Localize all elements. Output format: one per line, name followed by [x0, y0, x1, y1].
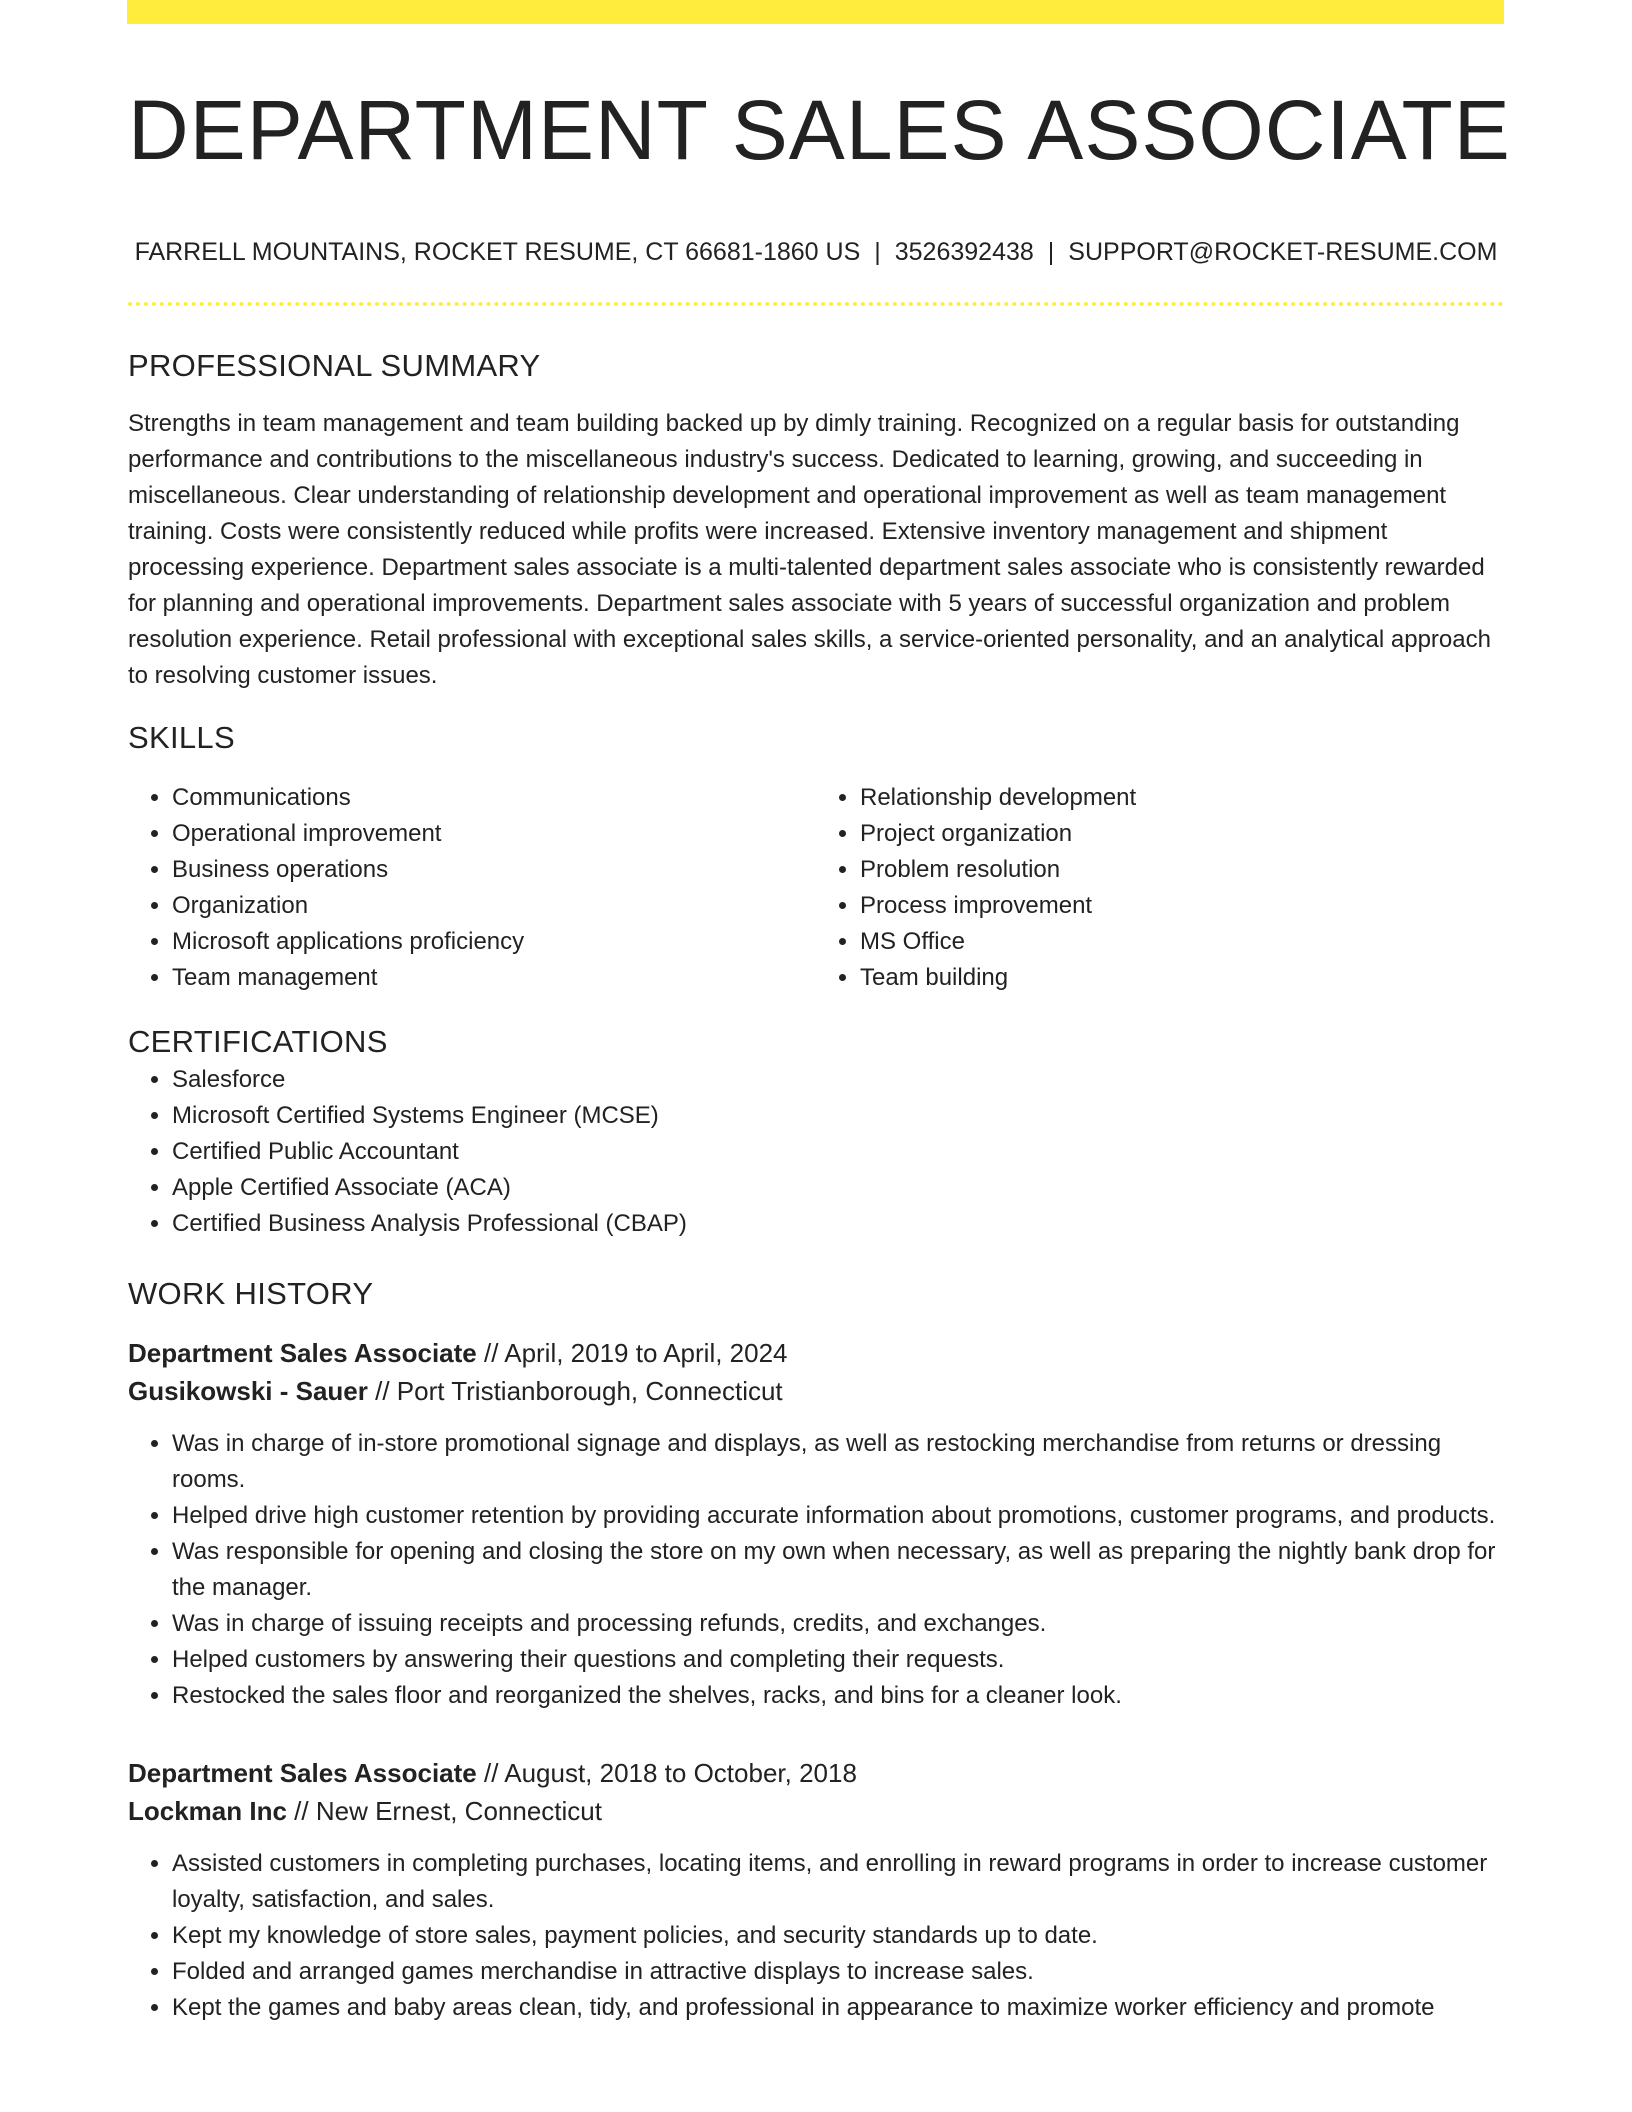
- job-role-line: [128, 1754, 1504, 1792]
- skills-list-left: [128, 780, 816, 996]
- job-entry: [128, 1334, 1504, 1714]
- certification-item: • Salesforce: [172, 1062, 1504, 1098]
- job-duty: • Was in charge of in-store promotional signage and displays, as well as restocking merchandise from returns or dressing rooms.: [172, 1426, 1504, 1498]
- certifications-list: [128, 1062, 1504, 1242]
- skills-list-right: [816, 780, 1504, 996]
- dotted-divider: [128, 302, 1504, 306]
- job-duty: • Assisted customers in completing purchases, locating items, and enrolling in reward programs in order to increase customer loyalty, satisfaction, and sales.: [172, 1846, 1504, 1918]
- job-location: // Port Tristianborough, Connecticut: [375, 1376, 783, 1406]
- resume-page: [128, 0, 1511, 2026]
- job-duty: • Helped drive high customer retention by providing accurate information about promotions, customer programs, and products.: [172, 1498, 1504, 1534]
- job-dates: // August, 2018 to October, 2018: [483, 1758, 857, 1788]
- skills-heading: SKILLS: [128, 720, 235, 755]
- job-company: Gusikowski - Sauer: [128, 1376, 368, 1406]
- contact-address: FARRELL MOUNTAINS, ROCKET RESUME, CT 66681-1860 US: [134, 238, 861, 266]
- summary-text: Strengths in team management and team building backed up by dimly training. Recognized on a regular basis for outstanding performance and contributions to the miscellaneous industry's success. Dedicated to learning, growing, and succeeding in miscellaneous. Clear understanding of relationship development and operational improvement as well as team management training. Costs were consistently reduced while profits were increased. Extensive inventory management and shipment processing experience. Department sales associate is a multi-talented department sales associate who is consistently rewarded for planning and operational improvements. Department sales associate with 5 years of successful organization and problem resolution experience. Retail professional with exceptional sales skills, a service-oriented personality, and an analytical approach to resolving customer issues.: [128, 410, 1491, 689]
- work-history-heading: WORK HISTORY: [128, 1276, 374, 1311]
- job-company-line: [128, 1792, 1504, 1830]
- certification-item: • Apple Certified Associate (ACA): [172, 1170, 1504, 1206]
- job-duty: • Restocked the sales floor and reorganized the shelves, racks, and bins for a cleaner look.: [172, 1678, 1504, 1714]
- skills-columns: [128, 780, 1504, 996]
- job-duties-list: [128, 1426, 1504, 1714]
- skill-item: • Team management: [172, 960, 816, 996]
- skill-item: • Problem resolution: [860, 852, 1504, 888]
- job-duty: • Was in charge of issuing receipts and processing refunds, credits, and exchanges.: [172, 1606, 1504, 1642]
- skill-item: • Team building: [860, 960, 1504, 996]
- contact-line: [128, 236, 1504, 268]
- job-duty: • Folded and arranged games merchandise in attractive displays to increase sales.: [172, 1954, 1504, 1990]
- summary-heading: PROFESSIONAL SUMMARY: [128, 348, 541, 383]
- job-duty: • Helped customers by answering their questions and completing their requests.: [172, 1642, 1504, 1678]
- certification-item: • Certified Public Accountant: [172, 1134, 1504, 1170]
- contact-email: SUPPORT@ROCKET-RESUME.COM: [1068, 238, 1498, 266]
- job-duty: • Kept the games and baby areas clean, tidy, and professional in appearance to maximize worker efficiency and promote: [172, 1990, 1504, 2026]
- contact-separator: |: [1047, 238, 1055, 266]
- job-location: // New Ernest, Connecticut: [294, 1796, 602, 1826]
- skill-item: • Organization: [172, 888, 816, 924]
- skill-item: • Relationship development: [860, 780, 1504, 816]
- skill-item: • Business operations: [172, 852, 816, 888]
- skill-item: • Project organization: [860, 816, 1504, 852]
- contact-separator: |: [874, 238, 881, 266]
- job-duty: • Kept my knowledge of store sales, payment policies, and security standards up to date.: [172, 1918, 1504, 1954]
- job-company-line: [128, 1372, 1504, 1410]
- job-role: Department Sales Associate: [128, 1338, 477, 1368]
- job-role-line: [128, 1334, 1504, 1372]
- job-entry: [128, 1754, 1504, 2026]
- job-duties-list: [128, 1846, 1504, 2026]
- job-duty: • Was responsible for opening and closing the store on my own when necessary, as well as preparing the nightly bank drop for the manager.: [172, 1534, 1504, 1606]
- resume-name: DEPARTMENT SALES ASSOCIATE: [128, 83, 1511, 177]
- certifications-heading: CERTIFICATIONS: [128, 1024, 388, 1059]
- job-company: Lockman Inc: [128, 1796, 287, 1826]
- skill-item: • Communications: [172, 780, 816, 816]
- certification-item: • Certified Business Analysis Professional (CBAP): [172, 1206, 1504, 1242]
- skill-item: • Operational improvement: [172, 816, 816, 852]
- job-dates: // April, 2019 to April, 2024: [483, 1338, 788, 1368]
- contact-phone: 3526392438: [894, 238, 1034, 266]
- skill-item: • Process improvement: [860, 888, 1504, 924]
- skill-item: • Microsoft applications proficiency: [172, 924, 816, 960]
- certification-item: • Microsoft Certified Systems Engineer (MCSE): [172, 1098, 1504, 1134]
- skill-item: • MS Office: [860, 924, 1504, 960]
- job-role: Department Sales Associate: [128, 1758, 477, 1788]
